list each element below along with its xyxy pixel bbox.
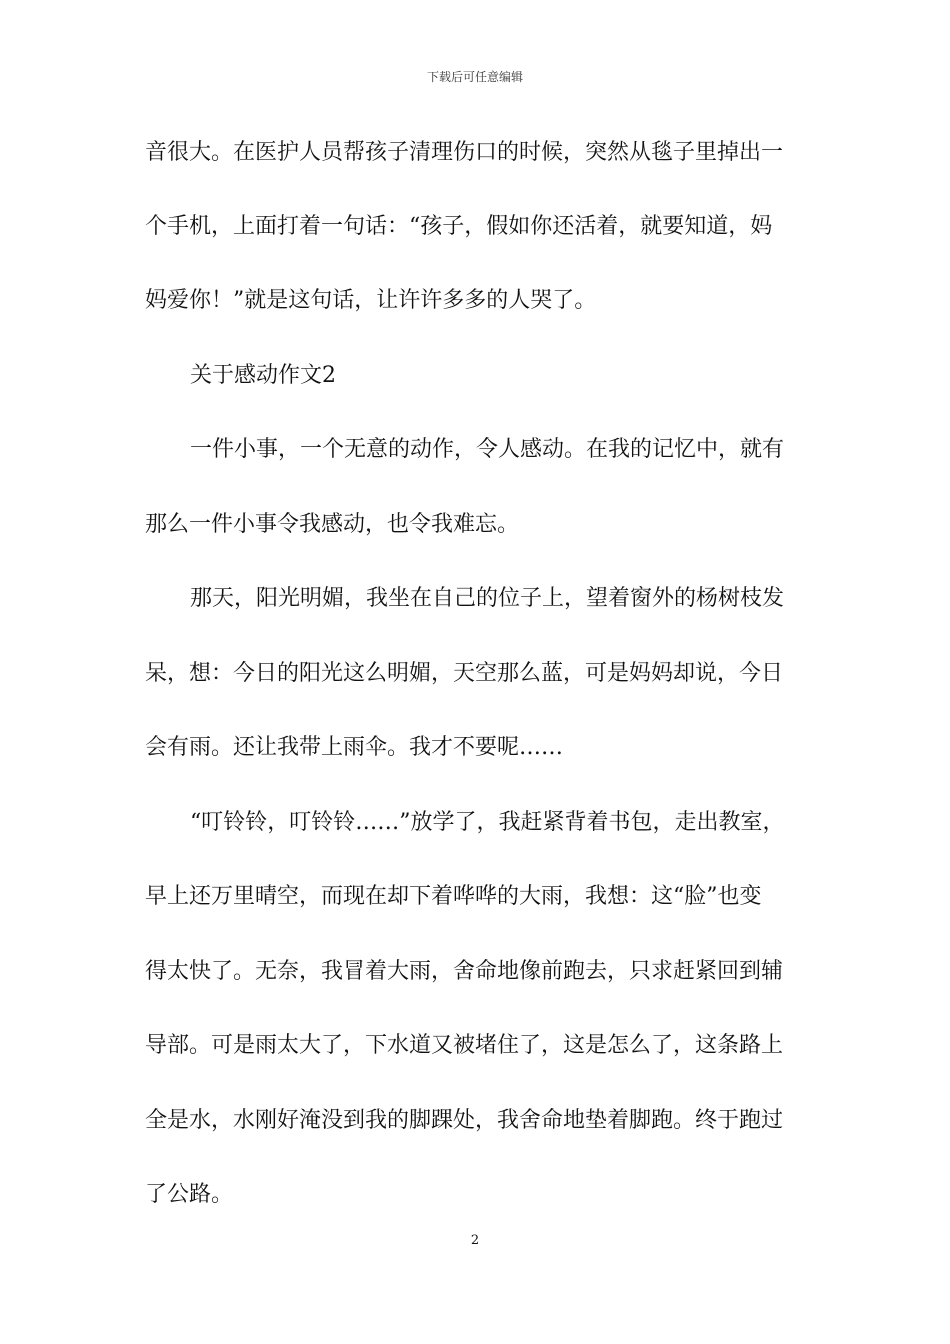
text-line: “叮铃铃，叮铃铃……”放学了，我赶紧背着书包，走出教室， xyxy=(190,810,785,835)
text-line: 早上还万里晴空，而现在却下着哗哗的大雨，我想：这“脸”也变 xyxy=(145,884,762,909)
text-line: 个手机，上面打着一句话：“孩子，假如你还活着，就要知道，妈 xyxy=(145,214,773,239)
text-line: 得太快了。无奈，我冒着大雨，舍命地像前跑去，只求赶紧回到辅 xyxy=(145,959,784,984)
page-number: 2 xyxy=(470,1233,480,1248)
text-line: 导部。可是雨太大了，下水道又被堵住了，这是怎么了，这条路上 xyxy=(145,1033,784,1058)
text-line: 妈爱你！”就是这句话，让许许多多的人哭了。 xyxy=(145,288,597,313)
text-line: 那天，阳光明媚，我坐在自己的位子上，望着窗外的杨树枝发 xyxy=(190,586,785,611)
text-line: 一件小事，一个无意的动作，令人感动。在我的记忆中，就有 xyxy=(190,437,785,462)
text-line: 了公路。 xyxy=(145,1182,234,1207)
page-header: 下载后可任意编辑 xyxy=(426,70,523,84)
text-line: 呆，想：今日的阳光这么明媚，天空那么蓝，可是妈妈却说，今日 xyxy=(145,661,784,686)
text-line: 音很大。在医护人员帮孩子清理伤口的时候，突然从毯子里掉出一 xyxy=(145,140,784,165)
text-line: 会有雨。还让我带上雨伞。我才不要呢…… xyxy=(145,735,564,760)
text-line: 那么一件小事令我感动，也令我难忘。 xyxy=(145,512,520,537)
text-line: 全是水，水刚好淹没到我的脚踝处，我舍命地垫着脚跑。终于跑过 xyxy=(145,1108,784,1133)
section-heading: 关于感动作文2 xyxy=(190,363,336,388)
